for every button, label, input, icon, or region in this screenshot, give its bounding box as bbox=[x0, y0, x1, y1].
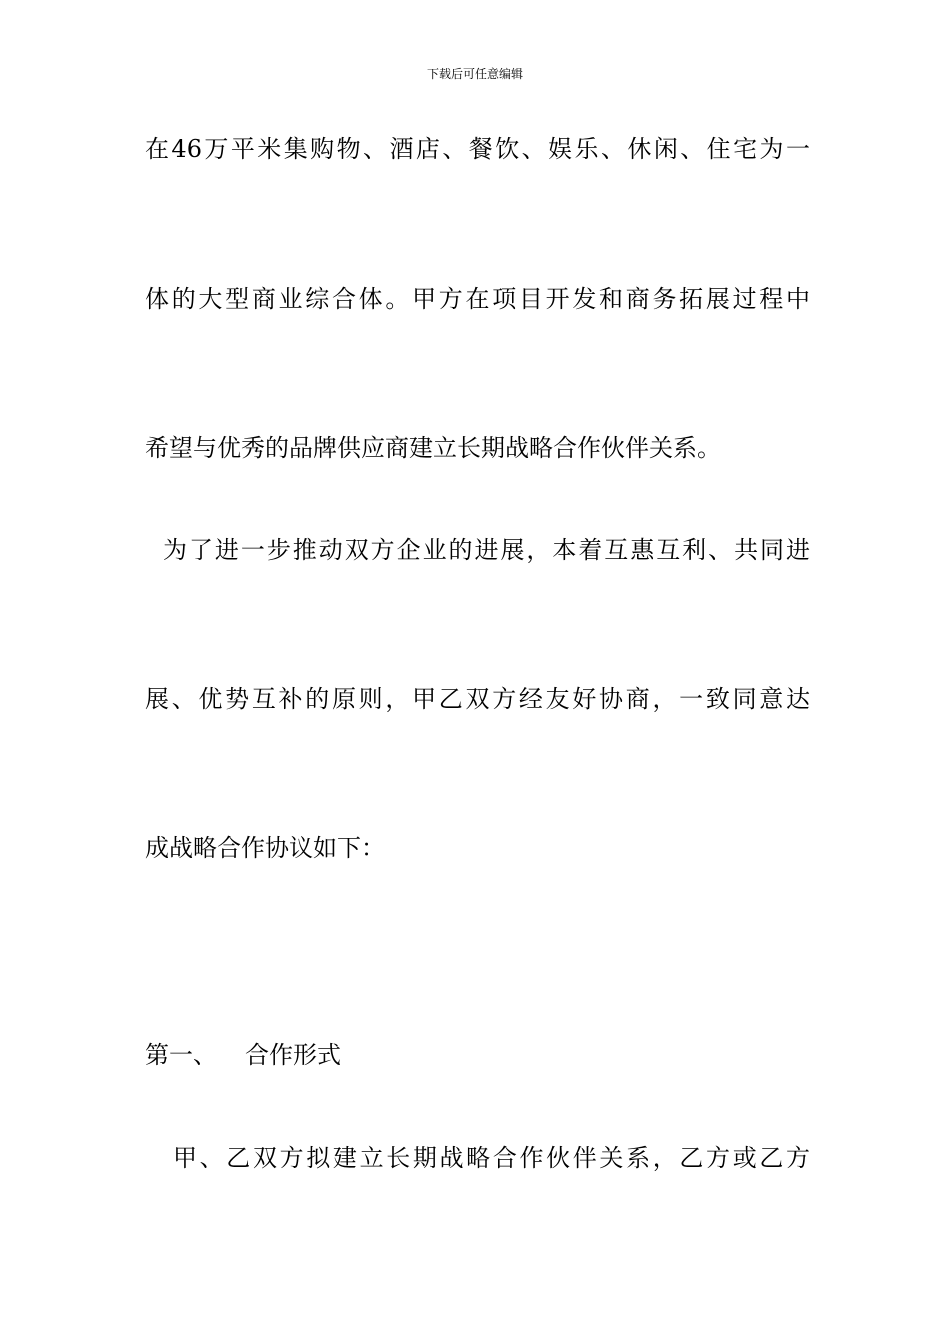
body-line: 在46万平米集购物、酒店、餐饮、娱乐、休闲、住宅为一 bbox=[145, 135, 810, 163]
body-line: 甲、乙双方拟建立长期战略合作伙伴关系，乙方或乙方 bbox=[173, 1144, 810, 1172]
body-line: 体的大型商业综合体。甲方在项目开发和商务拓展过程中 bbox=[145, 285, 810, 313]
body-line: 展、优势互补的原则，甲乙双方经友好协商，一致同意达 bbox=[145, 685, 810, 713]
body-line: 为了进一步推动双方企业的进展，本着互惠互利、共同进 bbox=[163, 536, 810, 564]
body-line: 希望与优秀的品牌供应商建立长期战略合作伙伴关系。 bbox=[145, 434, 721, 462]
body-line: 成战略合作协议如下： bbox=[145, 834, 385, 862]
section-title: 合作形式 bbox=[245, 1041, 341, 1069]
section-number: 第一、 bbox=[145, 1041, 217, 1069]
section-heading bbox=[145, 1040, 810, 1070]
page-header-note: 下载后可任意编辑 bbox=[426, 67, 523, 81]
